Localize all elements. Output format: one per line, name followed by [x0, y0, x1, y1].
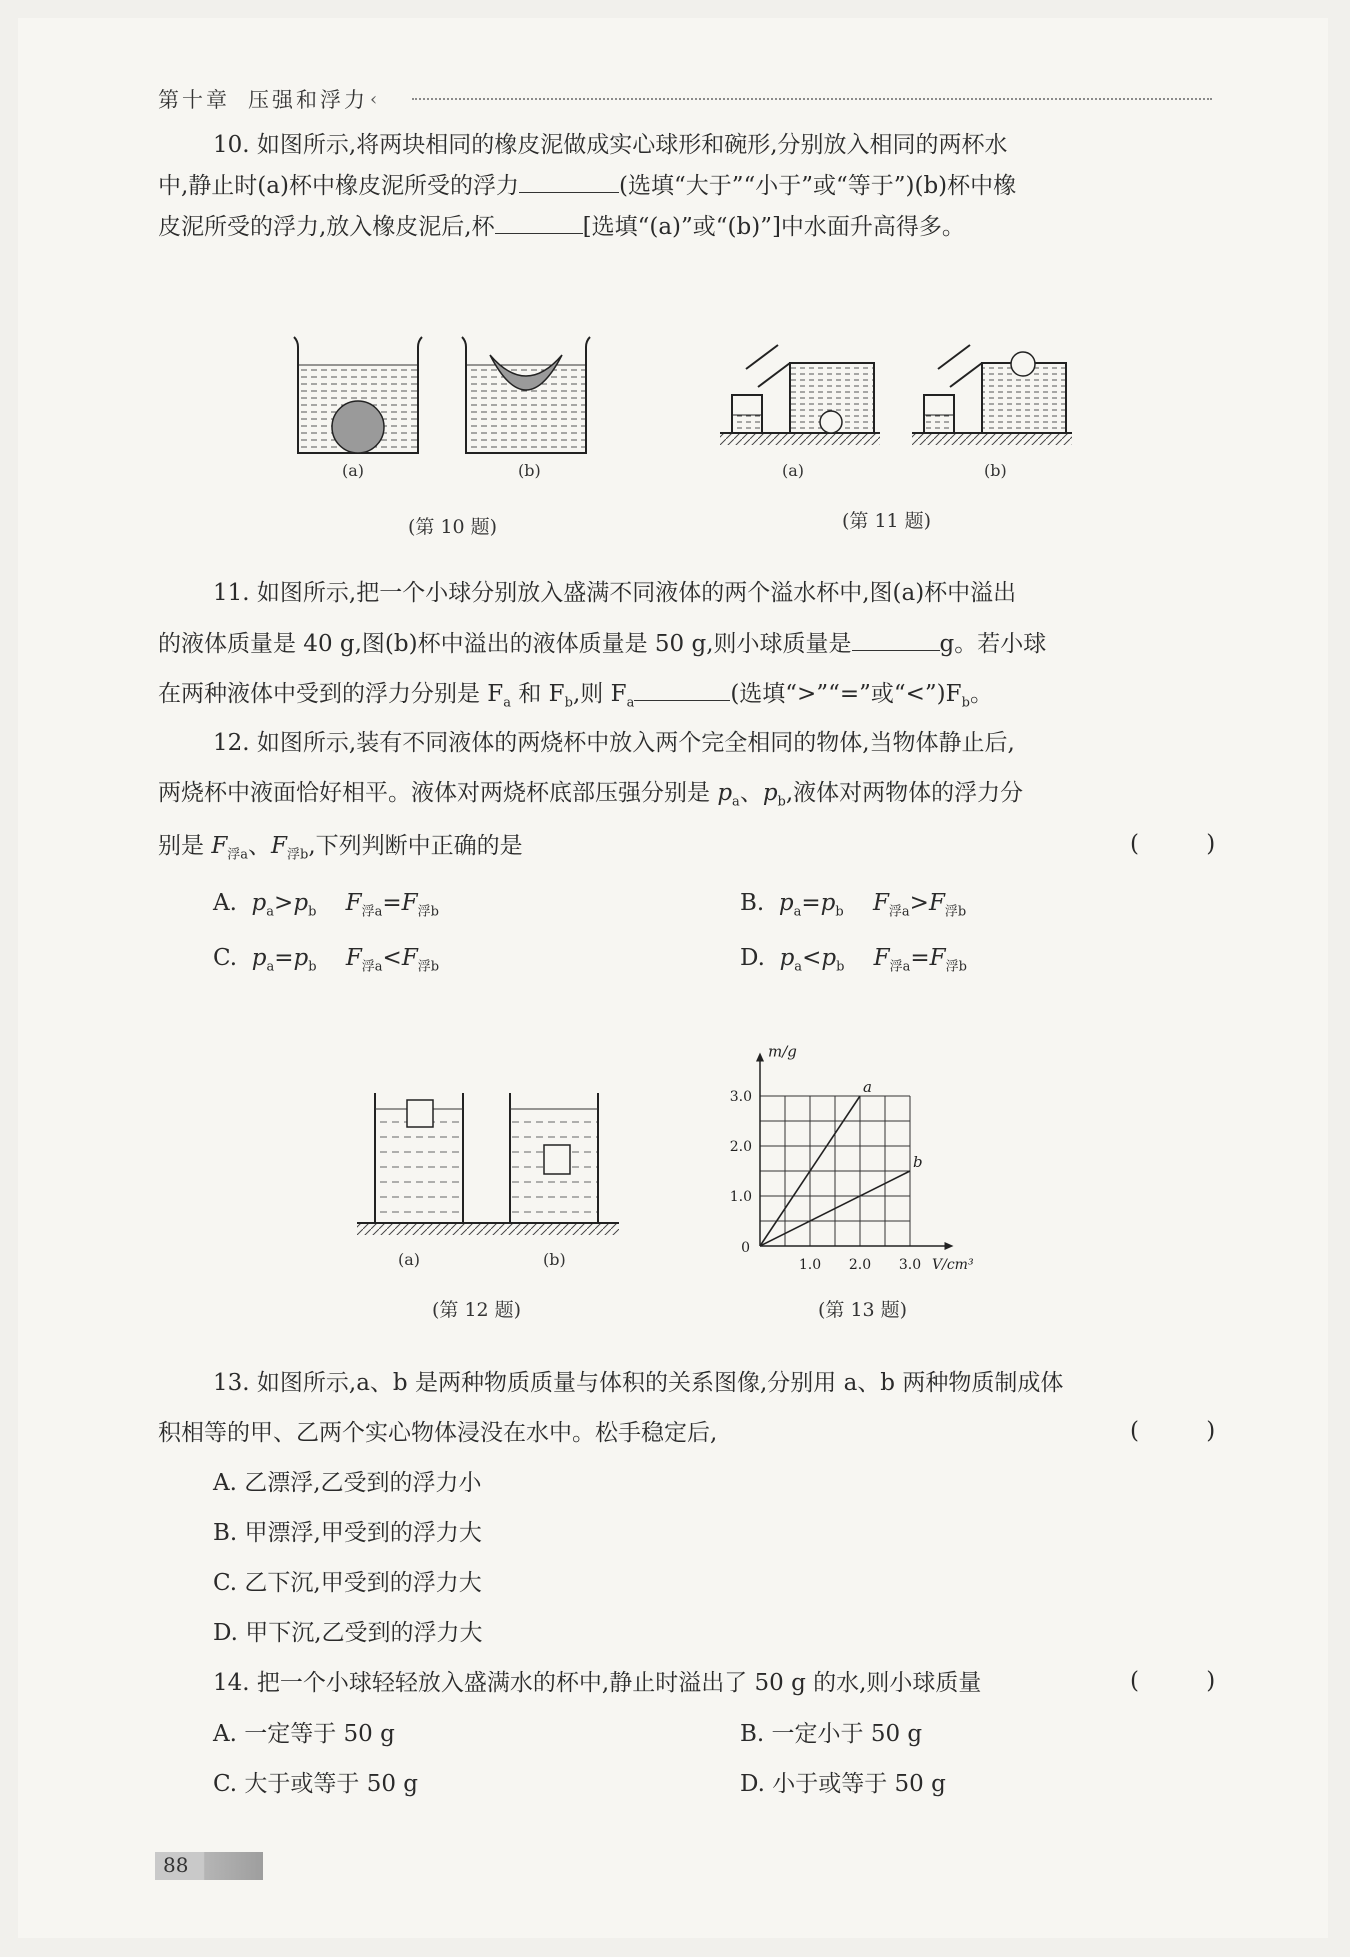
fig12-label-a: (a)	[398, 1250, 421, 1269]
q12-line-3-text: 别是	[158, 833, 204, 859]
q14-option-d[interactable]: D. 小于或等于 50 g	[740, 1771, 946, 1797]
cup-a	[294, 337, 422, 453]
q13-option-b[interactable]: B. 甲漂浮,甲受到的浮力大	[213, 1520, 482, 1546]
q14-option-b[interactable]: B. 一定小于 50 g	[740, 1721, 923, 1747]
q12-line-2-tail: ,液体对两物体的浮力分	[785, 780, 1024, 806]
cup-b	[462, 337, 590, 453]
q12-line-3-tail: ,下列判断中正确的是	[308, 833, 523, 859]
q12-option-c-label: C.	[213, 945, 238, 971]
y-axis-arrow-icon	[756, 1053, 764, 1062]
q11-sub-b2: b	[961, 695, 970, 711]
arrow-left-icon: ‹	[370, 88, 381, 110]
q10-line-2b: (选填“大于”“小于”或“等于”)(b)杯中橡	[618, 173, 1017, 199]
q12-answer-paren[interactable]: ( )	[1130, 831, 1246, 857]
q12-option-b-label: B.	[740, 890, 765, 916]
q11-blank-1[interactable]	[852, 628, 940, 651]
q10-line-3	[158, 211, 965, 242]
fig11-caption: (第 11 题)	[842, 510, 932, 532]
q13-answer-paren[interactable]: ( )	[1130, 1418, 1246, 1444]
q12-option-b[interactable]: B. $p_a=p_b$ $F_{浮a}>F_{浮b}$	[740, 890, 967, 920]
q12-option-a[interactable]: A. $p_a>p_b$ $F_{浮a}=F_{浮b}$	[213, 890, 439, 920]
page-number-tab	[155, 1852, 263, 1880]
q11-line-3d: (选填“>”“=”或“<”)F	[730, 681, 962, 707]
figure-11	[718, 335, 1078, 455]
q14-line-1: 14. 把一个小球轻轻放入盛满水的杯中,静止时溢出了 50 g 的水,则小球质量	[213, 1670, 982, 1696]
q12-option-c[interactable]: C. $p_a=p_b$ $F_{浮a}<F_{浮b}$	[213, 945, 440, 975]
page-number: 88	[163, 1853, 189, 1877]
fig10-label-b: (b)	[518, 461, 541, 480]
q11-sub-b1: b	[564, 695, 573, 711]
q13-option-d[interactable]: D. 甲下沉,乙受到的浮力大	[213, 1620, 483, 1646]
q12-line-2-text: 两烧杯中液面恰好相平。液体对两烧杯底部压强分别是	[158, 780, 710, 806]
q13-option-a[interactable]: A. 乙漂浮,乙受到的浮力小	[213, 1470, 482, 1496]
y-tick-label: 1.0	[729, 1189, 752, 1205]
x-tick-label: 3.0	[898, 1257, 922, 1273]
q10-blank-1[interactable]	[519, 170, 619, 193]
x-tick-label: 2.0	[848, 1257, 872, 1273]
q11-line-1: 11. 如图所示,把一个小球分别放入盛满不同液体的两个溢水杯中,图(a)杯中溢出	[213, 580, 1017, 606]
figure-13-chart	[720, 1010, 1020, 1285]
fig10-caption: (第 10 题)	[408, 516, 498, 538]
q10-blank-2[interactable]	[495, 211, 583, 234]
y-tick-label: 2.0	[729, 1139, 752, 1155]
q10-line-2a: 中,静止时(a)杯中橡皮泥所受的浮力	[158, 173, 519, 199]
q13-line-1: 13. 如图所示,a、b 是两种物质质量与体积的关系图像,分别用 a、b 两种物质制成体	[213, 1370, 1064, 1396]
x-axis-title: V/cm³	[932, 1257, 974, 1273]
q12-line-3: 别是 $F_{浮a}$、$F_{浮b}$,下列判断中正确的是	[158, 833, 523, 863]
q13-option-c[interactable]: C. 乙下沉,甲受到的浮力大	[213, 1570, 482, 1596]
header-divider	[412, 98, 1212, 100]
q14-option-c[interactable]: C. 大于或等于 50 g	[213, 1771, 419, 1797]
q11-line-3e: 。	[969, 681, 993, 707]
fig11-label-a: (a)	[782, 461, 805, 480]
chapter-header	[158, 84, 380, 114]
fig12-label-b: (b)	[543, 1250, 566, 1269]
beaker-b	[510, 1093, 598, 1223]
q11-line-3c: ,则 F	[572, 681, 627, 707]
chapter-title: 压强和浮力	[248, 88, 368, 112]
series-label-a: a	[863, 1078, 872, 1096]
q11-blank-2[interactable]	[634, 678, 730, 701]
fig13-caption: (第 13 题)	[818, 1299, 908, 1321]
x-tick-label: 1.0	[798, 1257, 822, 1273]
beaker-a	[375, 1093, 463, 1223]
q14-option-a[interactable]: A. 一定等于 50 g	[213, 1721, 395, 1747]
q10-line-3b: [选填“(a)”或“(b)”]中水面升高得多。	[582, 214, 965, 240]
q12-option-d[interactable]: D. $p_a<p_b$ $F_{浮a}=F_{浮b}$	[740, 945, 967, 975]
figure-12	[355, 1085, 625, 1245]
fig10-label-a: (a)	[342, 461, 365, 480]
overflow-cup-a	[720, 345, 880, 445]
x-axis-arrow-icon	[945, 1242, 954, 1250]
q12-option-d-label: D.	[740, 945, 765, 971]
q10-line-2	[158, 170, 1016, 201]
q13-line-2: 积相等的甲、乙两个实心物体浸没在水中。松手稳定后,	[158, 1420, 718, 1446]
fig12-caption: (第 12 题)	[432, 1299, 522, 1321]
figure-10	[290, 325, 630, 465]
q12-line-2: 两烧杯中液面恰好相平。液体对两烧杯底部压强分别是 $p_a$、$p_b$,液体对两物体的浮力分	[158, 780, 1024, 810]
y-tick-label: 3.0	[729, 1089, 752, 1105]
q11-line-2a: 的液体质量是 40 g,图(b)杯中溢出的液体质量是 50 g,则小球质量是	[158, 631, 852, 657]
q10-line-3a: 皮泥所受的浮力,放入橡皮泥后,杯	[158, 214, 495, 240]
q10-line-1: 10. 如图所示,将两块相同的橡皮泥做成实心球形和碗形,分别放入相同的两杯水	[213, 132, 1008, 158]
fig11-label-b: (b)	[984, 461, 1007, 480]
q12-line-1: 12. 如图所示,装有不同液体的两烧杯中放入两个完全相同的物体,当物体静止后,	[213, 730, 1015, 756]
series-label-b: b	[913, 1153, 923, 1171]
origin-label: 0	[741, 1240, 750, 1256]
q11-line-3	[158, 678, 993, 719]
q14-answer-paren[interactable]: ( )	[1130, 1668, 1246, 1694]
q11-line-3b: 和 F	[511, 681, 565, 707]
q12-option-a-label: A.	[213, 890, 237, 916]
overflow-cup-b	[912, 345, 1072, 445]
q11-sub-a2: a	[626, 695, 635, 711]
y-axis-title: m/g	[768, 1042, 797, 1061]
chapter-number: 第十章	[158, 88, 230, 112]
q11-line-2b: g。若小球	[939, 631, 1047, 657]
q11-line-3a: 在两种液体中受到的浮力分别是 F	[158, 681, 504, 707]
q11-line-2	[158, 628, 1046, 659]
q11-sub-a1: a	[503, 695, 512, 711]
